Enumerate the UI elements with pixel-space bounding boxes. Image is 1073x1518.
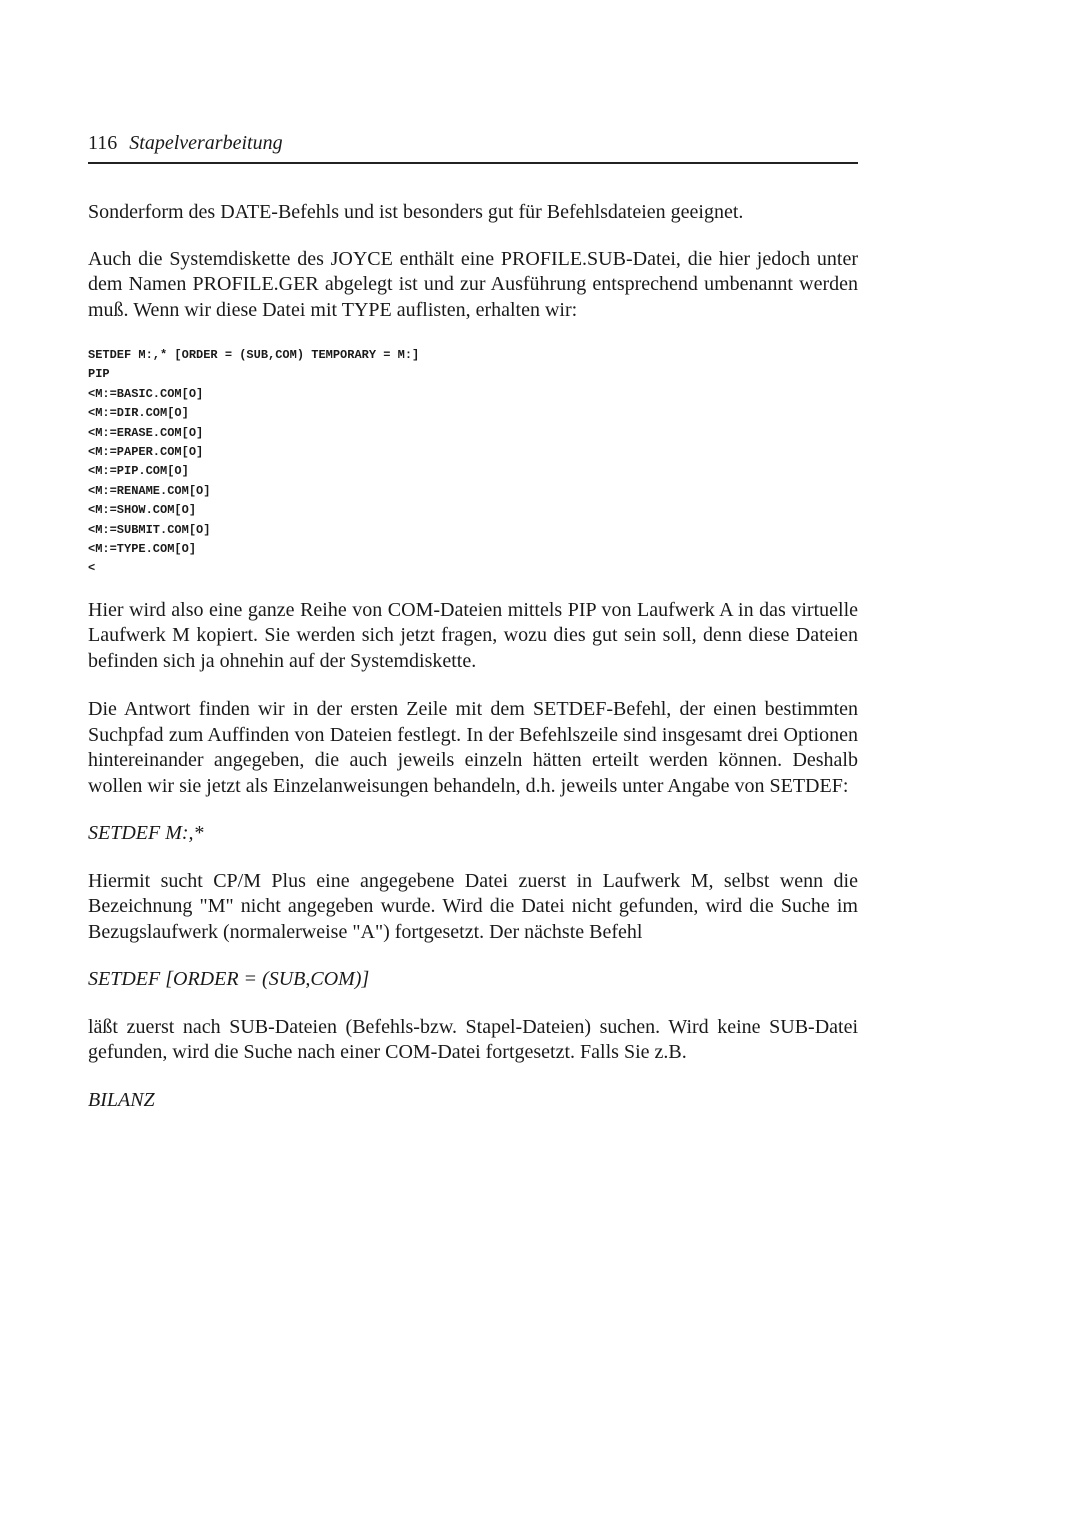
code-line: <M:=ERASE.COM[O]: [88, 425, 204, 440]
code-line: SETDEF M:,* [ORDER = (SUB,COM) TEMPORARY = M:]: [88, 348, 420, 362]
code-line: <M:=SUBMIT.COM[O]: [88, 522, 211, 537]
paragraph: Hiermit sucht CP/M Plus eine angegebene Datei zuerst in Laufwerk M, selbst wenn die Bezeichnung "M" nicht angegeben wurde. Wird die Datei nicht gefunden, wird die Suche im Bezugslaufwerk (normalerweise "A") fortgesetzt. Der nächste Befehl: [88, 869, 858, 943]
page-number: 116: [88, 132, 118, 154]
page-header: [88, 130, 858, 156]
paragraph: Hier wird also eine ganze Reihe von COM-Dateien mittels PIP von Laufwerk A in das virtuelle Laufwerk M kopiert. Sie werden sich jetzt fragen, wozu dies gut sein soll, denn diese Dateien befinden sich ja ohnehin auf der Systemdiskette.: [88, 598, 858, 672]
code-line: <M:=RENAME.COM[O]: [88, 483, 211, 498]
command-heading: SETDEF [ORDER = (SUB,COM)]: [88, 968, 370, 991]
paragraph: Die Antwort finden wir in der ersten Zeile mit dem SETDEF-Befehl, der einen bestimmten Suchpfad zum Auffinden von Dateien festlegt. In der Befehlszeile sind insgesamt drei Optionen hintereinander angegeben, die auch jeweils einzeln hätten erteilt werden können. Deshalb wollen wir sie jetzt als Einzelanweisungen behandeln, d.h. jeweils unter Angabe von SETDEF:: [88, 698, 858, 797]
code-listing: [88, 346, 858, 579]
paragraph: Sonderform des DATE-Befehls und ist besonders gut für Befehlsdateien geeignet.: [88, 201, 744, 223]
code-line: <M:=SHOW.COM[O]: [88, 503, 197, 518]
paragraph: läßt zuerst nach SUB-Dateien (Befehls-bzw. Stapel-Dateien) suchen. Wird keine SUB-Datei gefunden, wird die Suche nach einer COM-Datei fortgesetzt. Falls Sie z.B.: [88, 1015, 858, 1064]
paragraph: Auch die Systemdiskette des JOYCE enthält eine PROFILE.SUB-Datei, die hier jedoch unter dem Namen PROFILE.GER abgelegt ist und zur Ausführung entsprechend umbenannt werden muß. Wenn wir diese Datei mit TYPE auflisten, erhalten wir:: [88, 247, 858, 321]
body-text: [88, 200, 858, 1113]
code-line: <M:=PIP.COM[O]: [88, 464, 189, 479]
code-line: <: [88, 561, 96, 576]
header-rule: [88, 162, 858, 164]
running-title: Stapelverarbeitung: [129, 132, 283, 154]
code-line: <M:=TYPE.COM[O]: [88, 542, 197, 557]
code-line: <M:=PAPER.COM[O]: [88, 445, 204, 460]
code-line: PIP: [88, 367, 110, 382]
code-line: <M:=DIR.COM[O]: [88, 406, 189, 421]
command-heading: SETDEF M:,*: [88, 822, 204, 845]
code-line: <M:=BASIC.COM[O]: [88, 386, 204, 401]
example-heading: BILANZ: [88, 1088, 155, 1111]
